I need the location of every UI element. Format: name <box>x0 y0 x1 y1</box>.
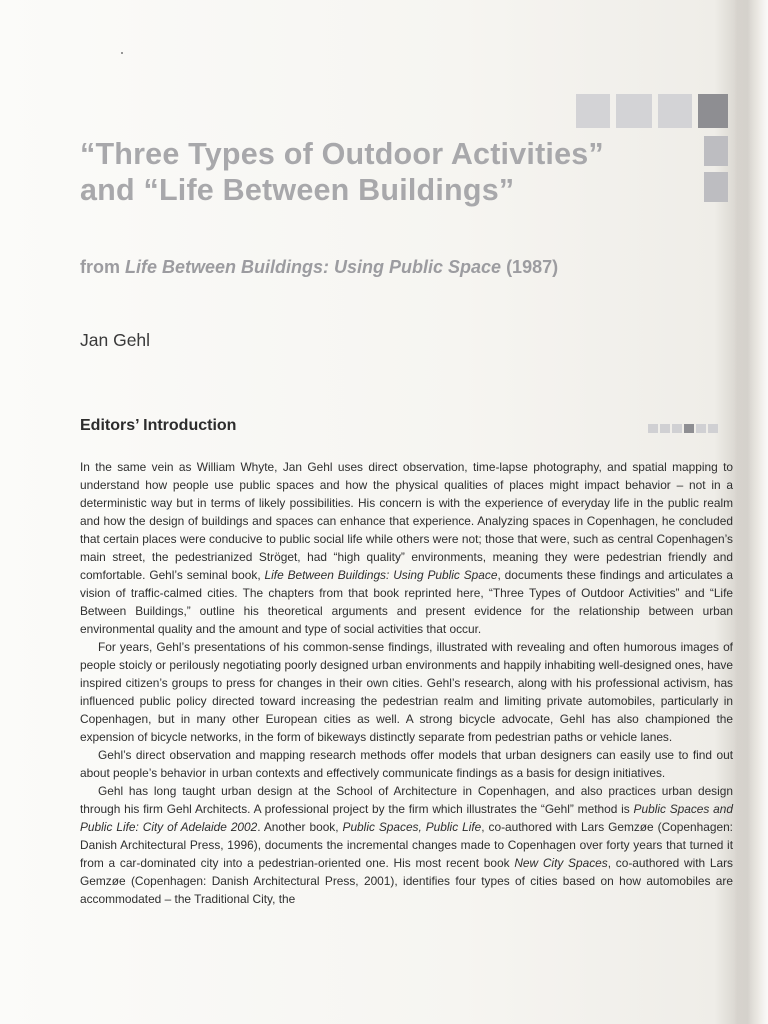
decorative-square <box>684 424 694 433</box>
paragraph <box>80 458 733 638</box>
paragraph <box>80 782 733 908</box>
source-book-title: Life Between Buildings: Using Public Space <box>125 257 502 277</box>
paragraph <box>80 746 733 782</box>
page-edge-shadow <box>734 0 768 1024</box>
book-reference: Public Spaces, Public Life <box>342 820 482 834</box>
source-year: (1987) <box>501 257 559 277</box>
decorative-square <box>704 172 728 202</box>
chapter-source <box>80 256 640 278</box>
decorative-square <box>672 424 682 433</box>
decorative-square <box>616 94 652 128</box>
section-heading: Editors’ Introduction <box>80 417 237 434</box>
decorative-square <box>698 94 728 128</box>
book-reference: New City Spaces <box>514 856 608 870</box>
author-name: Jan Gehl <box>80 330 151 350</box>
body-text <box>80 458 733 908</box>
paragraph-text: For years, Gehl’s presentations of his common-sense findings, illustrated with revealing and often humorous images of people stoicly or perilously negotiating poorly designed urban environments and happily inhabiting well-designed ones, have inspired citizen’s groups to press for changes in their own cities. Gehl’s research, along with his professional activism, has influenced public policy directed toward increasing the pedestrian realm and limiting private automobiles, particularly in Copenhagen, but in many other European cities as well. A strong bicycle advocate, Gehl has also championed the expension of bicycle networks, in the form of bikeways distinctly separate from pedestrian paths or vehicle lanes. <box>80 640 733 744</box>
paragraph-text: , co-authored with Lars Gemzøe (Copenhagen: Danish Architectural Press, 1996), documents the incremental changes made to Copenhagen over forty years that turned it from a car-dominated city into a pedestrian-oriented one. His most recent book <box>80 820 733 870</box>
chapter-title: “Three Types of Outdoor Activities” and “Life Between Buildings” <box>80 137 604 207</box>
paragraph-text: In the same vein as William Whyte, Jan Gehl uses direct observation, time-lapse photography, and spatial mapping to understand how people use public spaces and how the physical qualities of places might impact behavior – not in a deterministic way but in terms of likely possibilities. His concern is with the experience of everyday life in the public realm and how the design of buildings and spaces can enhance that experience. Analyzing spaces in Copenhagen, he concluded that certain places were conducive to public social life while others were not; those that were, such as central Copenhagen’s main street, the pedestrianized Ströget, had “high quality” environments, meaning they were pedestrian friendly and comfortable. Gehl’s seminal book, <box>80 460 733 582</box>
book-reference: Public Spaces and Public Life: City of Adelaide 2002 <box>80 802 733 834</box>
paragraph <box>80 638 733 746</box>
paragraph-text: . Another book, <box>257 820 339 834</box>
book-reference: Life Between Buildings: Using Public Space <box>264 568 498 582</box>
paragraph-text: , co-authored with Lars Gemzøe (Copenhagen: Danish Architectural Press, 2001), identifies four types of cities based on how automobiles are accommodated – the Traditional City, the <box>80 856 733 906</box>
decorative-square <box>576 94 610 128</box>
decorative-square <box>704 136 728 166</box>
decorative-square <box>648 424 658 433</box>
paragraph-text: Gehl has long taught urban design at the School of Architecture in Copenhagen, and also practices urban design through his firm Gehl Architects. A professional project by the firm which illustrates the “Gehl” method is <box>80 784 733 816</box>
decorative-square <box>696 424 706 433</box>
paragraph-text: , documents these findings and articulates a vision of traffic-calmed cities. The chapters from that book reprinted here, “Three Types of Outdoor Activities” and “Life Between Buildings,” outline his theoretical arguments and present evidence for the relationship between urban environmental quality and the amount and type of social activities that occur. <box>80 568 733 636</box>
paragraph-text: Gehl’s direct observation and mapping research methods offer models that urban designers can easily use to find out about people’s behavior in urban contexts and effectively communicate findings as a basis for design initiatives. <box>80 748 733 780</box>
scan-speck <box>121 52 123 54</box>
decorative-square <box>660 424 670 433</box>
decorative-square <box>658 94 692 128</box>
decorative-square <box>708 424 718 433</box>
source-prefix: from <box>80 257 125 277</box>
heading-decoration <box>648 424 718 433</box>
